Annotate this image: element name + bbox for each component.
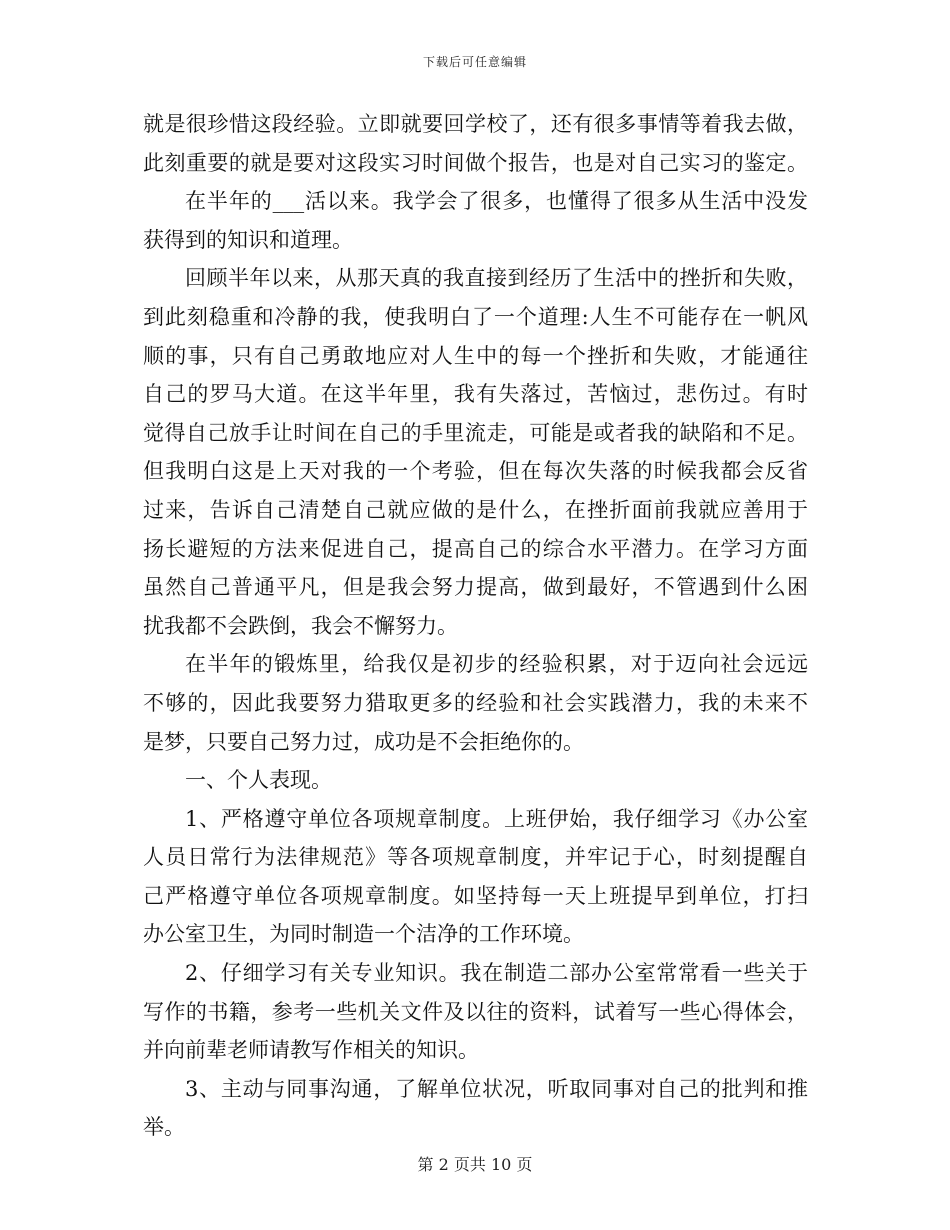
text-line: 虽然自己普通平凡，但是我会努力提高，做到最好，不管遇到什么困 xyxy=(143,575,808,600)
text-line: 人员日常行为法律规范》等各项规章制度，并牢记于心，时刻提醒自 xyxy=(143,845,808,870)
text-line: 办公室卫生，为同时制造一个洁净的工作环境。 xyxy=(143,922,584,947)
text-line: 是梦，只要自己努力过，成功是不会拒绝你的。 xyxy=(143,729,584,754)
text-line: 自己的罗马大道。在这半年里，我有失落过，苦恼过，悲伤过。有时 xyxy=(143,382,808,407)
text-line: 己严格遵守单位各项规章制度。如坚持每一天上班提早到单位，打扫 xyxy=(143,883,808,908)
text-line: 举。 xyxy=(143,1115,185,1140)
text-line: 顺的事，只有自己勇敢地应对人生中的每一个挫折和失败，才能通往 xyxy=(143,343,808,368)
page-header: 下载后可任意编辑 xyxy=(422,55,527,69)
text-line: 2、仔细学习有关专业知识。我在制造二部办公室常常看一些关于 xyxy=(185,961,808,986)
text-line: 不够的，因此我要努力猎取更多的经验和社会实践潜力，我的未来不 xyxy=(143,690,808,715)
text-line: 3、主动与同事沟通，了解单位状况，听取同事对自己的批判和推 xyxy=(185,1076,808,1101)
text-line: 一、个人表现。 xyxy=(185,768,332,793)
text-line: 在半年的锻炼里，给我仅是初步的经验积累，对于迈向社会远远 xyxy=(185,652,808,677)
text-line: 并向前辈老师请教写作相关的知识。 xyxy=(143,1038,479,1063)
text-line: 扬长避短的方法来促进自己，提高自己的综合水平潜力。在学习方面 xyxy=(143,536,808,561)
text-line: 觉得自己放手让时间在自己的手里流走，可能是或者我的缺陷和不足。 xyxy=(143,420,808,445)
text-line: 到此刻稳重和冷静的我，使我明白了一个道理:人生不可能存在一帆风 xyxy=(143,304,808,329)
text-line: 在半年的___活以来。我学会了很多，也懂得了很多从生活中没发 xyxy=(185,189,808,214)
text-line: 写作的书籍，参考一些机关文件及以往的资料，试着写一些心得体会， xyxy=(143,999,808,1024)
text-line: 此刻重要的就是要对这段实习时间做个报告，也是对自己实习的鉴定。 xyxy=(143,150,808,175)
text-line: 就是很珍惜这段经验。立即就要回学校了，还有很多事情等着我去做， xyxy=(143,112,808,136)
text-line: 但我明白这是上天对我的一个考验，但在每次失落的时候我都会反省 xyxy=(143,459,808,484)
text-line: 过来，告诉自己清楚自己就应做的是什么，在挫折面前我就应善用于 xyxy=(143,497,808,522)
text-line: 获得到的知识和道理。 xyxy=(143,227,353,252)
text-line: 扰我都不会跌倒，我会不懈努力。 xyxy=(143,613,458,638)
text-line: 回顾半年以来，从那天真的我直接到经历了生活中的挫折和失败， xyxy=(185,266,808,291)
page-number: 第 2 页共 10 页 xyxy=(417,1155,533,1174)
text-line: 1、严格遵守单位各项规章制度。上班伊始，我仔细学习《办公室 xyxy=(185,806,808,831)
document-body xyxy=(143,105,808,1147)
